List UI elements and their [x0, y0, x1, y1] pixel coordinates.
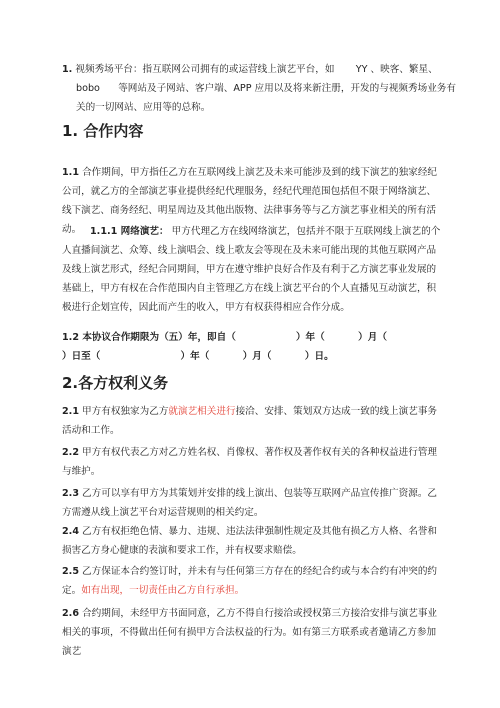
clause-1-2-line-2: ）日至（ ）年（ ）月（ ）日。 — [62, 351, 334, 362]
section-1-heading: 1. 合作内容 — [62, 122, 144, 140]
clause-2-2-text: 甲方有权代表乙方对乙方姓名权、肖像权、著作权及著作权有关的各种权益进行管理与维护。 — [62, 447, 438, 477]
clause-2-5-text: 乙方保证本合约签订时，并未有与任何第三方存在的经纪合约或与本合约有冲突的约定。 — [62, 566, 438, 596]
clause-1-1-text: 合作期间，甲方指任乙方在互联网线上演艺及未来可能涉及到的线下演艺的独家经纪公司，就乙方的全部演艺事业提供经纪代理服务，经纪代理范围包括但不限于网络演艺、线下演艺、商务经纪、明星周边及其他出版物、法律事务等与乙方演艺事业相关的所有活动。 — [62, 167, 438, 235]
clause-1-2-line-1: 1.2 本协议合作期限为（五）年，即自（ ）年（ ）月（ — [62, 332, 387, 343]
clause-2-6 — [62, 604, 442, 661]
clause-2-5-highlight: 如有出现，一切责任由乙方自行承担。 — [81, 585, 245, 596]
clause-2-1-text-b: 接洽、安排、策划双方达成一致的线上演艺事务活动和工作。 — [62, 406, 438, 436]
intro-line-3 — [62, 98, 442, 117]
clause-2-6-text: 合约期间，未经甲方书面同意，乙方不得自行接洽或授权第三方接洽安排与演艺事业相关的事项，不得做出任何有损甲方合法权益的行为。如有第三方联系或者邀请乙方参加演艺 — [62, 608, 438, 657]
clause-2-6-number: 2.6 — [62, 608, 79, 619]
clause-1-1-1-text: 甲方代理乙方在线网络演艺，包括并不限于互联网线上演艺的个人直播间演艺、众筹、线上演唱会、线上歌友会等现在及未来可能出现的其他互联网产品及线上演艺形式，经纪合同期间，甲方在遵守维护良好合作及有利于乙方演艺事业发展的基础上，甲方有权在合作范围内自主管理乙方在线上演艺平台的个人直播见互动演艺，积极进行企划宣传，因此而产生的收入，甲方有权获得相应合作分成。 — [62, 226, 441, 313]
clause-2-3 — [62, 484, 442, 522]
clause-2-1-text-a: 甲方有权独家为乙方 — [79, 406, 169, 417]
clause-1-2 — [62, 328, 442, 366]
clause-2-1 — [62, 402, 442, 440]
clause-2-1-number: 2.1 — [62, 406, 79, 417]
clause-2-2 — [62, 443, 442, 481]
clause-2-3-text: 乙方可以享有甲方为其策划并安排的线上演出、包装等互联网产品宣传推广资源。乙方需遵从线上演艺平台对运营规则的相关约定。 — [62, 488, 438, 518]
section-2-heading: 2.各方权利义务 — [62, 374, 169, 392]
intro-line-2 — [62, 79, 456, 98]
clause-1-1-number: 1.1 — [62, 167, 79, 178]
clause-2-4 — [62, 522, 442, 560]
clause-2-4-text: 乙方有权拒绝色情、暴力、违规、违法法律强制性规定及其他有损乙方人格、名誉和损害乙方身心健康的表演和要求工作，并有权要求赔偿。 — [62, 526, 438, 556]
intro-line2-text: bobo 等网站及子网站、客户端、APP 应用以及将来新注册，开发的与视频秀场业务有 — [76, 83, 456, 94]
intro-line3-text: 关的一切网站、应用等的总称。 — [76, 102, 211, 113]
clause-2-4-number: 2.4 — [62, 526, 79, 537]
clause-2-3-number: 2.3 — [62, 488, 79, 499]
intro-line-1 — [62, 60, 442, 79]
intro-number: 1. — [62, 64, 73, 75]
clause-2-1-highlight: 就演艺相关进行 — [168, 406, 236, 417]
clause-1-1-1 — [62, 222, 442, 317]
clause-2-5-number: 2.5 — [62, 566, 79, 577]
clause-1-1-1-label: 1.1.1 网络演艺： — [90, 226, 169, 237]
clause-2-2-number: 2.2 — [62, 447, 79, 458]
intro-paragraph — [62, 60, 456, 117]
clause-2-5 — [62, 562, 442, 600]
intro-line1-text: 视频秀场平台：指互联网公司拥有的或运营线上演艺平台，如 YY 、映客、繁星、 — [75, 64, 438, 75]
